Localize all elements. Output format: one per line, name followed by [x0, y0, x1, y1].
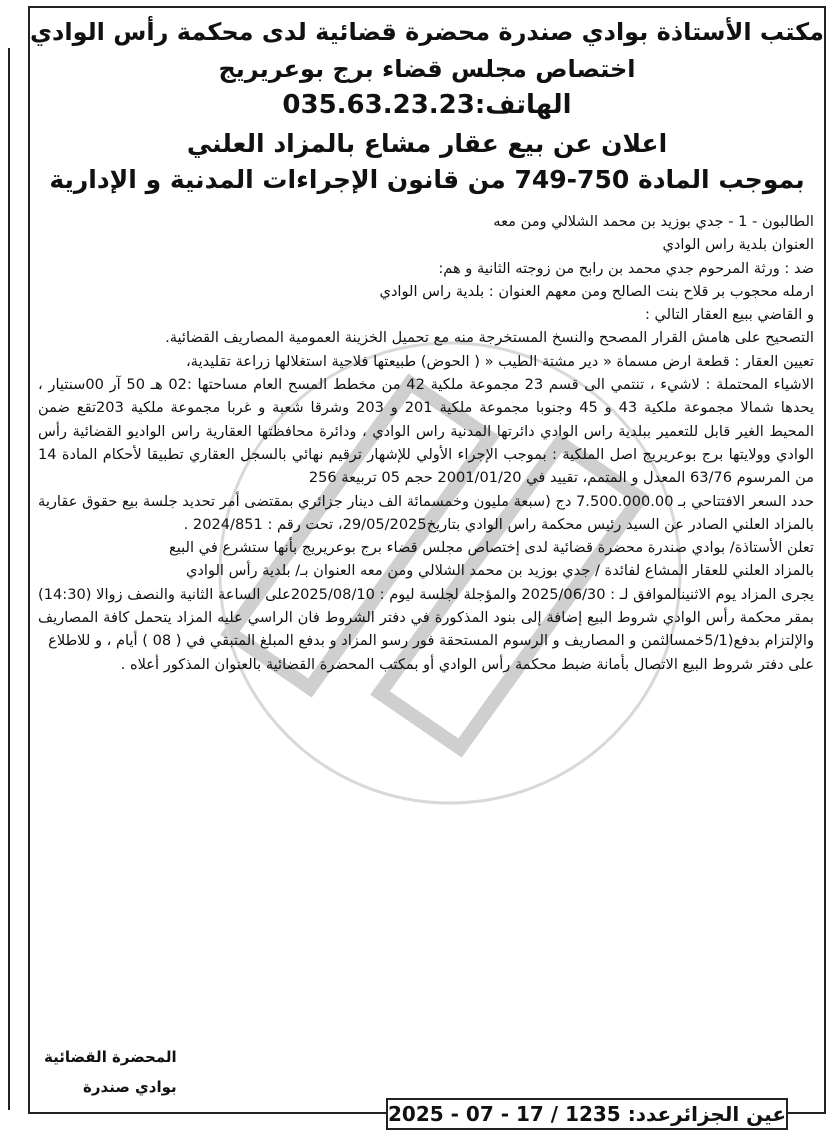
reserve-price: حدد السعر الافتتاحي بـ 7.500.000.00 دج (سبعة مليون وخمسمائة الف دينار جزائري بمقتضى أمر تحديد جلسة بيع حقوق عقارية بالمزاد العلني الصادر عن السيد رئيس محكمة راس الوادي بتاريخ29/05/2025، تحت رقم : 2024/851 . [38, 492, 814, 533]
legal-basis-line: بموجب المادة 750-749 من قانون الإجراءات المدنية و الإدارية [49, 165, 805, 194]
correction-paragraph: التصحيح على هامش القرار المصحح والنسخ المستخرجة منه مع تحميل الخزينة العمومية المصاريف القضائية. [165, 329, 814, 347]
plaintiffs-address: العنوان بلدية راس الوادي [662, 236, 814, 254]
announcement-title: اعلان عن بيع عقار مشاع بالمزاد العلني [186, 129, 668, 158]
signature-block [44, 1042, 177, 1102]
jurisdiction-line: اختصاص مجلس قضاء برج بوعريريج [218, 55, 636, 83]
announcement-header [30, 18, 824, 192]
plaintiffs: الطالبون - 1 - جدي بوزيد بن محمد الشلالي ومن معه [493, 213, 814, 230]
signature-name: بوادي صندرة [83, 1078, 177, 1096]
consultation-info: على دفتر شروط البيع الاتصال بأمانة ضبط محكمة رأس الوادي أو بمكتب المحضرة القضائية بالعنوان المذكور أعلاه . [120, 655, 814, 673]
announcement-frame [28, 6, 826, 1114]
phone-line: الهاتف:035.63.23.23 [282, 90, 572, 120]
property-designation: تعيين العقار : قطعة ارض مسماة « دير مشتة الطيب « ( الحوض) طبيعتها فلاحية استغلالها زراعة تقليدية، [185, 352, 814, 370]
judgment-intro: و القاضي ببيع العقار التالي : [644, 306, 814, 324]
defendant-widow: ارمله محجوب بر قلاح بنت الصالح ومن معهم العنوان : بلدية راس الوادي [379, 282, 814, 300]
announcement-body [38, 210, 814, 676]
sale-announcement: تعلن الأستاذة/ بوادي صندرة محضرة قضائية لدى إختصاص مجلس قضاء برج بوعريريج بأنها ستشرع في البيع [168, 539, 814, 557]
office-line: مكتب الأستاذة بوادي صندرة محضرة قضائية لدى محكمة رأس الوادي [30, 18, 824, 46]
signature-role: المحضرة القضائية [44, 1048, 177, 1066]
auction-beneficiary: بالمزاد العلني للعقار المشاع لفائدة / جدي بوزيد بن محمد الشلالي ومن معه العنوان بـ/ بلدية رأس الوادي [185, 562, 814, 580]
defendants: ضد : ورثة المرحوم جدي محمد بن رابح من زوجته الثانية و هم: [438, 259, 814, 277]
property-details: الاشياء المحتملة : لاشيء ، تنتمي الى قسم 23 مجموعة ملكية 42 من مخطط المسح العام مساحتها :02 هـ 50 آر 00سنتيار ، يحدها شمالا مجموعة ملكية 43 و 45 وجنوبا مجموعة ملكية 201 و 203 وشرقا شعبة و غربا مجموعة ملكية 203تقع ضمن المحيط الغير قابل للتعمير ببلدية راس الوادي دائرتها المدنية راس الوادي ، ودائرة محافظتها العقارية راس الواديو القضائية رأس الوادي وولايتها برج بوعريريج اصل الملكية : بموجب الإجراء الأولي للإشهار ترقيم نهائي بالسجل العقاري تطبيقا لأحكام المادة 14 من المرسوم 63/76 المعدل و المتمم، تقييد في 2001/01/20 حجم 05 تربيعة 256 [38, 376, 815, 487]
newspaper-issue: عين الجزائرعدد: 1235 / 17 - 07 - 2025 [388, 1102, 786, 1126]
left-margin-rule [8, 48, 10, 1110]
auction-date: يجرى المزاد يوم الاثنينالموافق لـ : 2025/06/30 والمؤجلة لجلسة ليوم : 2025/08/10على الساعة الثانية والنصف زوالا (14:30) بمقر محكمة رأس الوادي شروط البيع إضافة إلى بنود المذكورة في دفتر الشروط فان الراسي عليه المزاد يتحمل كافة المصاريف والإلتزام بدفع(5/1خمسالثمن و المصاريف و الرسوم المستحقة فور رسو المزاد و بدفع المبلغ المتبقي في ( 08 ) أيام ، و للاطلاع [38, 585, 814, 650]
newspaper-issue-box [386, 1098, 788, 1130]
